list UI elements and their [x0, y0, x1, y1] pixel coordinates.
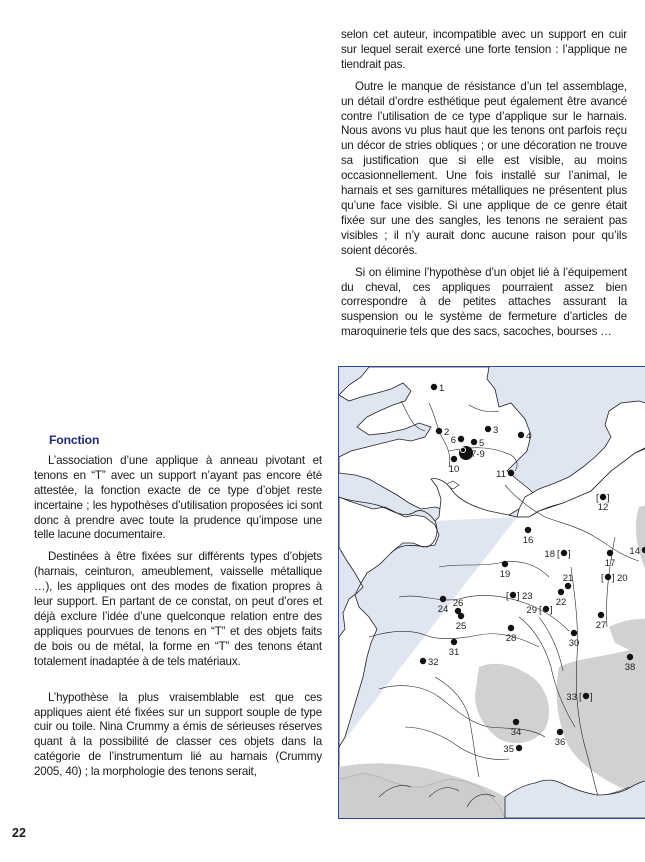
site-label: 18 — [544, 549, 555, 560]
right-text-column — [341, 28, 627, 347]
uncertain-bracket: [ — [579, 691, 582, 703]
paragraph: selon cet auteur, incompatible avec un support en cuir sur lequel serait exercé une forte tension : l’applique ne tiendrait pas. — [341, 28, 627, 71]
site-label: 7-9 — [471, 449, 485, 460]
site-dot — [518, 432, 524, 438]
paragraph: L’association d’une applique à anneau pivotant et tenons en “T” avec un support n’ayant pas encore été attestée, la fonction exacte de ce type d’objet reste incertaine ; les hypothèses d’utilisation proposées ici sont donc à prendre avec toute la prudence qu’impose une telle lacune documentaire. — [34, 453, 322, 542]
site-label: 12 — [597, 502, 609, 513]
site-label: 31 — [448, 647, 460, 658]
uncertain-bracket: [ — [557, 548, 560, 560]
site-label: 28 — [505, 633, 517, 644]
site-label: 14 — [629, 546, 640, 557]
site-dot — [607, 550, 613, 556]
site-label: 34 — [510, 727, 522, 738]
site-dot — [485, 426, 491, 432]
site-label: 38 — [624, 662, 636, 673]
land-great-britain — [339, 367, 537, 517]
site-label: 33 — [566, 692, 577, 703]
paragraph: Si on élimine l’hypothèse d’un objet lié à l’équipement du cheval, ces appliques pourraient assez bien correspondre à de petites attaches assurant la suspension ou le système de fermeture d’articles de maroquinerie tels que des sacs, sacoches, bourses … — [341, 265, 627, 339]
site-dot — [458, 436, 464, 442]
page-number: 22 — [12, 826, 26, 840]
uncertain-bracket: ] — [590, 691, 593, 703]
uncertain-bracket: [ — [506, 590, 509, 602]
site-label: 27 — [595, 620, 607, 631]
map-canvas — [339, 367, 645, 818]
site-dot — [420, 658, 426, 664]
site-dot — [598, 612, 604, 618]
section-heading: Fonction — [49, 433, 100, 447]
site-dot — [557, 729, 563, 735]
site-label: 26 — [452, 598, 464, 609]
uncertain-bracket: ] — [612, 572, 615, 584]
site-dot — [571, 630, 577, 636]
site-label: 17 — [604, 558, 616, 569]
site-dot — [627, 654, 633, 660]
site-dot — [516, 745, 522, 751]
uncertain-bracket: ] — [568, 548, 571, 560]
site-dot — [525, 527, 531, 533]
site-label: 5 — [479, 438, 485, 449]
site-dot — [451, 456, 457, 462]
uncertain-bracket: [ — [539, 604, 542, 616]
site-dot — [510, 592, 516, 598]
site-label: 21 — [562, 573, 574, 584]
site-dot — [513, 719, 519, 725]
distribution-map — [338, 366, 645, 819]
site-dot — [558, 589, 564, 595]
uncertain-bracket: [ — [596, 492, 599, 504]
site-label: 23 — [522, 591, 533, 602]
site-label: 10 — [448, 464, 460, 475]
site-label: 30 — [568, 638, 580, 649]
uncertain-bracket: ] — [517, 590, 520, 602]
site-dot — [508, 470, 514, 476]
site-label: 4 — [526, 431, 532, 442]
site-dot — [502, 561, 508, 567]
site-label: 11 — [496, 469, 506, 480]
site-dot — [583, 693, 589, 699]
site-label: 3 — [493, 425, 499, 436]
site-label: 22 — [555, 597, 567, 608]
site-dot — [431, 384, 437, 390]
uncertain-bracket: ] — [550, 604, 553, 616]
site-label: 29 — [526, 605, 537, 616]
site-dot — [471, 439, 477, 445]
site-dot — [605, 574, 611, 580]
uncertain-bracket: [ — [601, 572, 604, 584]
uncertain-bracket: ] — [607, 492, 610, 504]
map-site-7-9 — [459, 446, 485, 460]
site-dot — [451, 639, 457, 645]
site-dot — [561, 550, 567, 556]
paragraph: L’hypothèse la plus vraisemblable est que ces appliques aient été fixées sur un support souple de type cuir ou toile. Nina Crummy a émis de sérieuses réserves quant à la possibilité de classer ces objets dans la catégorie de l’instrumentum lié au harnais (Crummy 2005, 40) ; la morphologie des tenons serait, — [34, 690, 322, 779]
site-label: 20 — [617, 573, 628, 584]
site-label: 2 — [444, 427, 450, 438]
paragraph: Outre le manque de résistance d’un tel assemblage, un détail d’ordre esthétique peut également être avancé contre l’utilisation de ce type d’applique sur le harnais. Nous avons vu plus haut que les tenons ont parfois reçu un décor de stries obliques ; or une décoration ne trouve sa justification que si elle est visible, au moins occasionnellement. Une fois installé sur l’animal, le harnais et ses garnitures métalliques ne présentent plus qu’une face visible. Si une applique de ce genre était fixée sur une des sangles, les tenons ne seraient pas visibles ; il n’y aurait donc aucune raison pour qu’ils soient décorés. — [341, 79, 627, 257]
site-label: 16 — [522, 535, 534, 546]
site-dot — [436, 428, 442, 434]
site-dot — [543, 606, 549, 612]
site-label: 36 — [554, 737, 566, 748]
site-label: 35 — [503, 744, 514, 755]
site-label: 19 — [499, 569, 511, 580]
site-label: 32 — [428, 657, 439, 668]
site-label: 1 — [439, 383, 445, 394]
site-dot — [508, 625, 514, 631]
site-label: 24 — [437, 604, 449, 615]
site-label: 25 — [455, 621, 467, 632]
paragraph: Destinées à être fixées sur différents types d’objets (harnais, ceinturon, ameublement, vaisselle métallique …), les appliques ont des modes de fixation propres à leur support. En partant de ce constat, on peut d’ores et déjà exclure l’idée d’une quelconque relation entre des appliques pourvues de tenons en “T” et des objets faits de bois ou de métal, la forme en “T” des tenons étant totalement inadaptée à de tels matériaux. — [34, 550, 322, 668]
map-site-12 — [596, 493, 610, 514]
site-dot — [600, 494, 606, 500]
site-dot — [440, 596, 446, 602]
map-site-24 — [438, 596, 449, 615]
left-text-column — [34, 433, 322, 787]
site-label: 6 — [450, 435, 456, 446]
